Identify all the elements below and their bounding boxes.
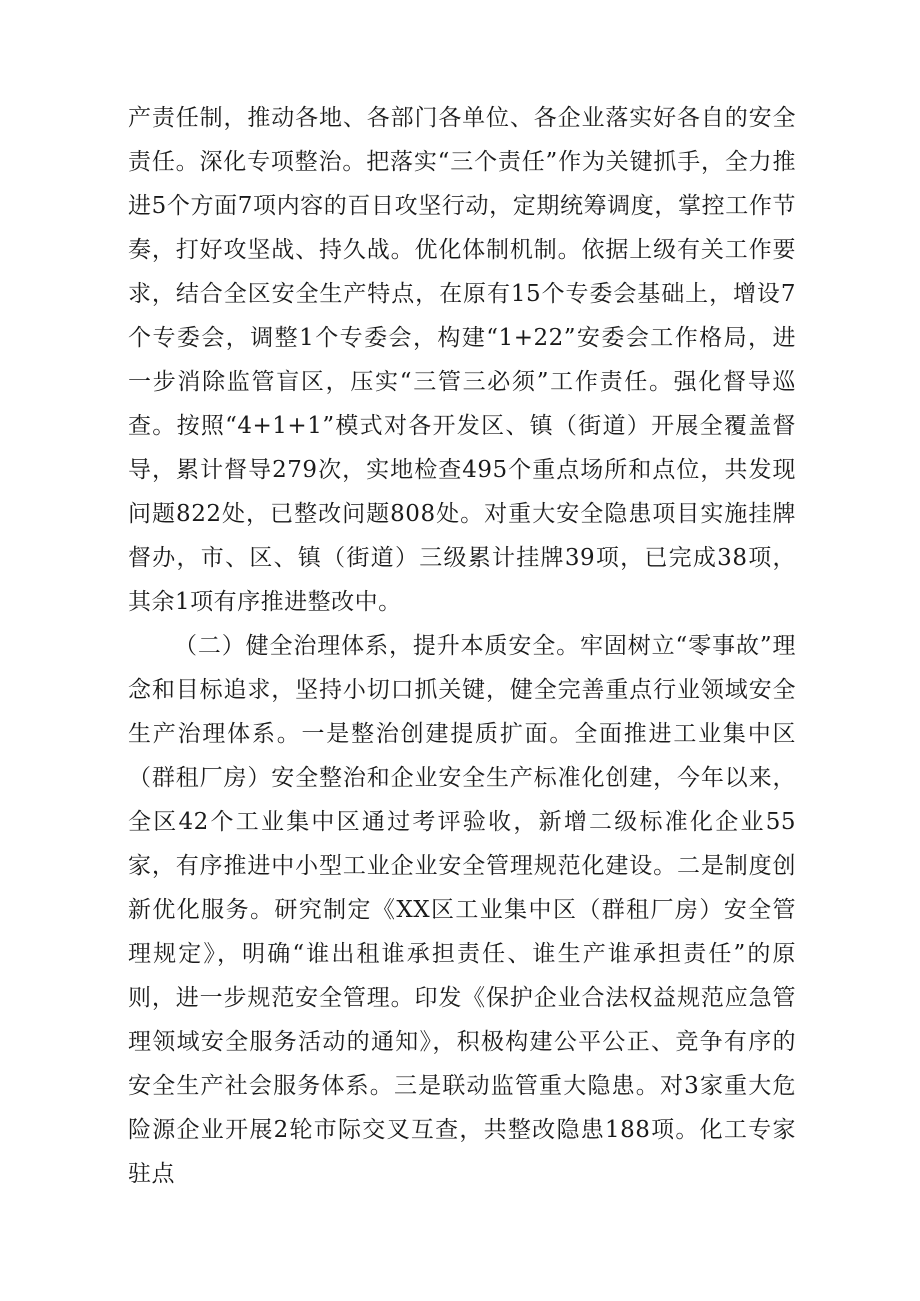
document-body — [128, 96, 796, 1196]
paragraph-section-two: （二）健全治理体系，提升本质安全。牢固树立“零事故”理念和目标追求，坚持小切口抓关键，健全完善重点行业领域安全生产治理体系。一是整治创建提质扩面。全面推进工业集中区（群租厂房）安全整治和企业安全生产标准化创建，今年以来，全区42个工业集中区通过考评验收，新增二级标准化企业55家，有序推进中小型工业企业安全管理规范化建设。二是制度创新优化服务。研究制定《XX区工业集中区（群租厂房）安全管理规定》，明确“谁出租谁承担责任、谁生产谁承担责任”的原则，进一步规范安全管理。印发《保护企业合法权益规范应急管理领域安全服务活动的通知》，积极构建公平公正、竞争有序的安全生产社会服务体系。三是联动监管重大隐患。对3家重大危险源企业开展2轮市际交叉互查，共整改隐患188项。化工专家驻点 — [128, 633, 796, 1187]
paragraph-continued: 产责任制，推动各地、各部门各单位、各企业落实好各自的安全责任。深化专项整治。把落实“三个责任”作为关键抓手，全力推进5个方面7项内容的百日攻坚行动，定期统筹调度，掌控工作节奏，打好攻坚战、持久战。优化体制机制。依据上级有关工作要求，结合全区安全生产特点，在原有15个专委会基础上，增设7个专委会，调整1个专委会，构建“1+22”安委会工作格局，进一步消除监管盲区，压实“三管三必须”工作责任。强化督导巡查。按照“4+1+1”模式对各开发区、镇（街道）开展全覆盖督导，累计督导279次，实地检查495个重点场所和点位，共发现问题822处，已整改问题808处。对重大安全隐患项目实施挂牌督办，市、区、镇（街道）三级累计挂牌39项，已完成38项，其余1项有序推进整改中。 — [128, 105, 796, 615]
